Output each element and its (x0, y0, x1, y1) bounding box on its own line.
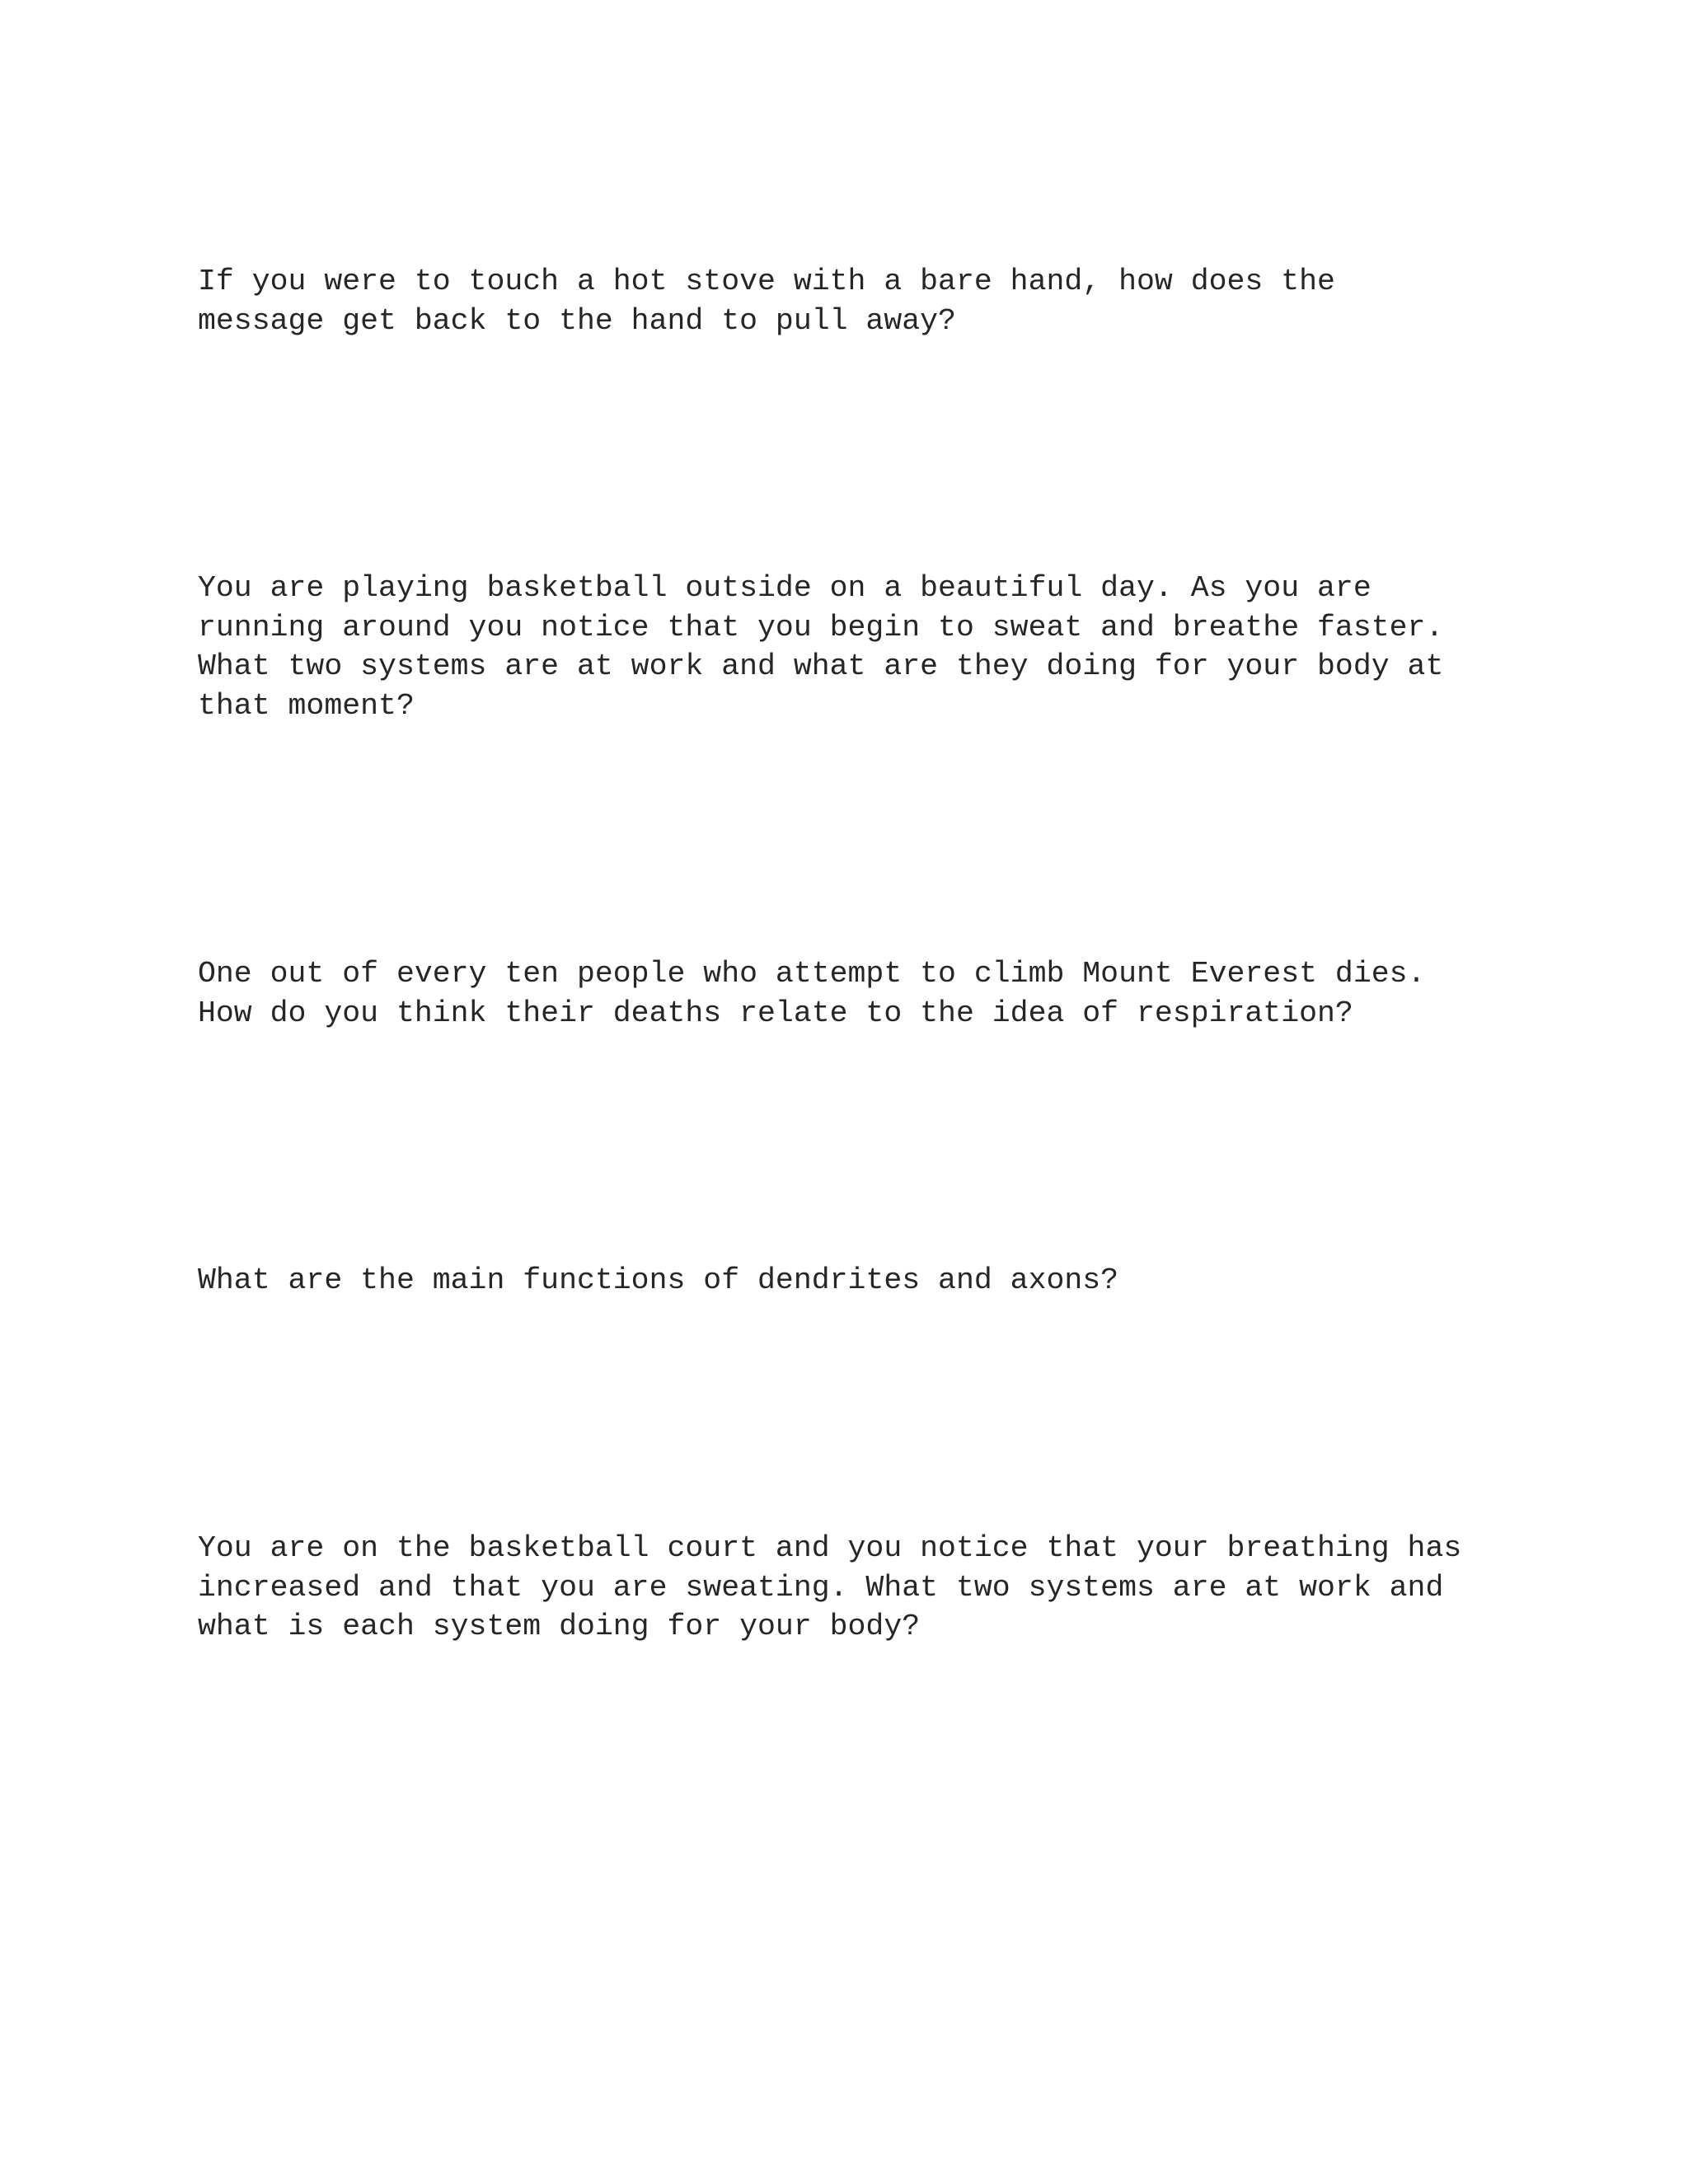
question-4-line-1: What are the main functions of dendrites and axons? (198, 1263, 1119, 1297)
question-5-line-1: You are on the basketball court and you notice that your breathing has (198, 1531, 1462, 1565)
question-3 (198, 954, 1533, 1033)
question-5-line-3: what is each system doing for your body? (198, 1610, 921, 1643)
question-3-line-2: How do you think their deaths relate to the idea of respiration? (198, 996, 1353, 1030)
question-2-line-4: that moment? (198, 688, 415, 723)
question-1 (198, 262, 1533, 340)
question-5-line-2: increased and that you are sweating. What two systems are at work and (198, 1570, 1444, 1605)
question-1-line-2: message get back to the hand to pull away? (198, 303, 956, 338)
question-4 (198, 1261, 1533, 1301)
question-2-line-3: What two systems are at work and what are they doing for your body at (198, 649, 1444, 683)
question-2 (198, 569, 1533, 725)
question-2-line-2: running around you notice that you begin to sweat and breathe faster. (198, 610, 1444, 644)
question-1-line-1: If you were to touch a hot stove with a bare hand, how does the (198, 265, 1335, 298)
question-2-line-1: You are playing basketball outside on a beautiful day. As you are (198, 571, 1372, 605)
question-5 (198, 1529, 1533, 1647)
question-3-line-1: One out of every ten people who attempt to climb Mount Everest dies. (198, 957, 1426, 991)
